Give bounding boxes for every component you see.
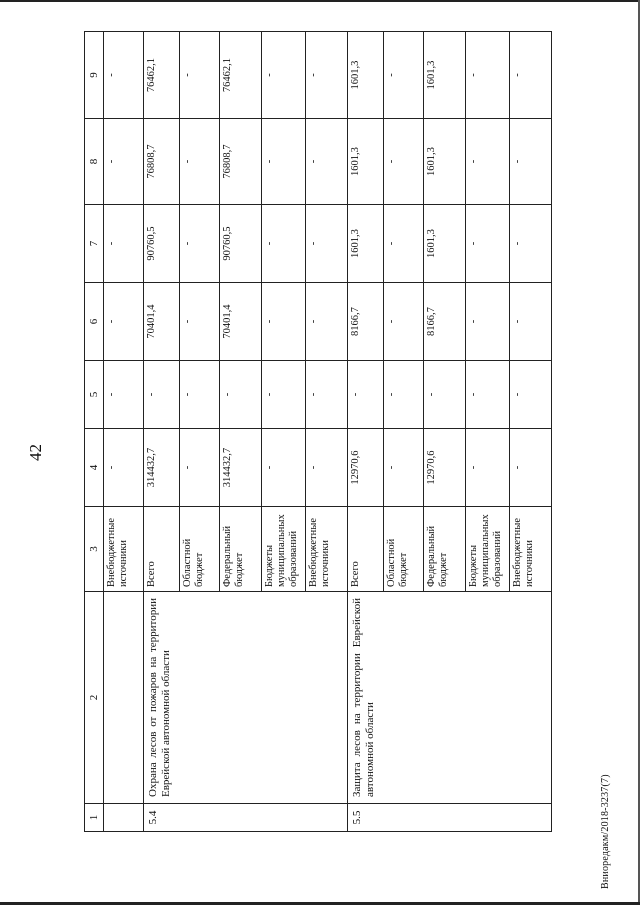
row-number: 5.4 (144, 804, 348, 832)
table-cell: 76462,1 (144, 32, 180, 119)
funding-source: Федеральный бюджет (220, 507, 262, 592)
table-cell: - (466, 32, 510, 119)
table-cell: - (510, 119, 552, 205)
funding-source: Внебюджетные источники (510, 507, 552, 592)
table-cell: - (262, 119, 306, 205)
column-header-5: 5 (85, 361, 104, 429)
funding-source: Областной бюджет (384, 507, 424, 592)
table-cell: - (262, 205, 306, 283)
page-number: 42 (26, 444, 45, 461)
table-cell: 90760,5 (220, 205, 262, 283)
table-cell: - (384, 283, 424, 361)
table-cell: 76808,7 (144, 119, 180, 205)
column-header-6: 6 (85, 283, 104, 361)
funding-source: Всего (144, 507, 180, 592)
table-cell: 70401,4 (220, 283, 262, 361)
table-cell (104, 804, 144, 832)
table-cell: - (262, 429, 306, 507)
header-row (85, 32, 104, 832)
table-row (144, 32, 180, 832)
table-cell (104, 592, 144, 804)
table-cell: - (384, 119, 424, 205)
funding-source: Бюджеты муниципальных образований (262, 507, 306, 592)
funding-source: Всего (348, 507, 384, 592)
column-header-9: 9 (85, 32, 104, 119)
table-cell: - (306, 283, 348, 361)
table-cell: - (384, 205, 424, 283)
table-cell: - (306, 205, 348, 283)
table-cell: - (466, 205, 510, 283)
table-cell: 314432,7 (144, 429, 180, 507)
budget-table (84, 31, 552, 832)
table-cell: - (424, 361, 466, 429)
table-cell: 8166,7 (348, 283, 384, 361)
table-cell: 1601,3 (348, 205, 384, 283)
table-cell: - (104, 32, 144, 119)
table-cell: - (348, 361, 384, 429)
table-row (348, 32, 384, 832)
table-cell: - (180, 119, 220, 205)
funding-source: Областной бюджет (180, 507, 220, 592)
table-cell: Внебюджетные источники (104, 507, 144, 592)
table-cell: 12970,6 (348, 429, 384, 507)
table-cell: - (180, 205, 220, 283)
column-header-8: 8 (85, 119, 104, 205)
table-cell: - (466, 119, 510, 205)
table-cell: 8166,7 (424, 283, 466, 361)
table-cell: - (180, 361, 220, 429)
table-cell: - (220, 361, 262, 429)
table-cell: 12970,6 (424, 429, 466, 507)
table-cell: 1601,3 (348, 32, 384, 119)
table-cell: - (306, 429, 348, 507)
column-header-2: 2 (85, 592, 104, 804)
table-cell: - (306, 32, 348, 119)
table-cell: - (262, 32, 306, 119)
table-cell: 76462,1 (220, 32, 262, 119)
table-cell: - (180, 32, 220, 119)
table-cell: - (104, 119, 144, 205)
table-cell: - (306, 119, 348, 205)
program-title: Защита лесов на территории Еврейской автономной области (348, 592, 552, 804)
column-header-1: 1 (85, 804, 104, 832)
table-cell: - (510, 429, 552, 507)
table-row (104, 32, 144, 832)
table-cell: - (466, 283, 510, 361)
table-cell: 90760,5 (144, 205, 180, 283)
funding-source: Федеральный бюджет (424, 507, 466, 592)
table-cell: - (104, 205, 144, 283)
table-cell: - (384, 32, 424, 119)
table-cell: - (510, 205, 552, 283)
table-cell: - (510, 283, 552, 361)
column-header-7: 7 (85, 205, 104, 283)
table-cell: - (384, 429, 424, 507)
table-cell: 1601,3 (424, 32, 466, 119)
table-cell: - (180, 283, 220, 361)
column-header-3: 3 (85, 507, 104, 592)
table-cell: - (180, 429, 220, 507)
table-cell: - (104, 283, 144, 361)
table-cell: - (384, 361, 424, 429)
funding-source: Внебюджетные источники (306, 507, 348, 592)
table-cell: 1601,3 (424, 119, 466, 205)
column-header-4: 4 (85, 429, 104, 507)
table-cell: - (144, 361, 180, 429)
table-cell: - (510, 361, 552, 429)
table-cell: - (466, 361, 510, 429)
row-number: 5.5 (348, 804, 552, 832)
table-cell: 314432,7 (220, 429, 262, 507)
document-id: Вниоредакм/2018-3237(7) (600, 774, 611, 889)
table-cell: - (466, 429, 510, 507)
table-cell: 1601,3 (348, 119, 384, 205)
table-cell: - (104, 361, 144, 429)
table-cell: - (262, 283, 306, 361)
program-title: Охрана лесов от пожаров на территории Еврейской автономной области (144, 592, 348, 804)
funding-source: Бюджеты муниципальных образований (466, 507, 510, 592)
table-cell: - (510, 32, 552, 119)
table-cell: - (306, 361, 348, 429)
table-cell: - (262, 361, 306, 429)
table-cell: 1601,3 (424, 205, 466, 283)
table-cell: - (104, 429, 144, 507)
table-cell: 76808,7 (220, 119, 262, 205)
table-cell: 70401,4 (144, 283, 180, 361)
